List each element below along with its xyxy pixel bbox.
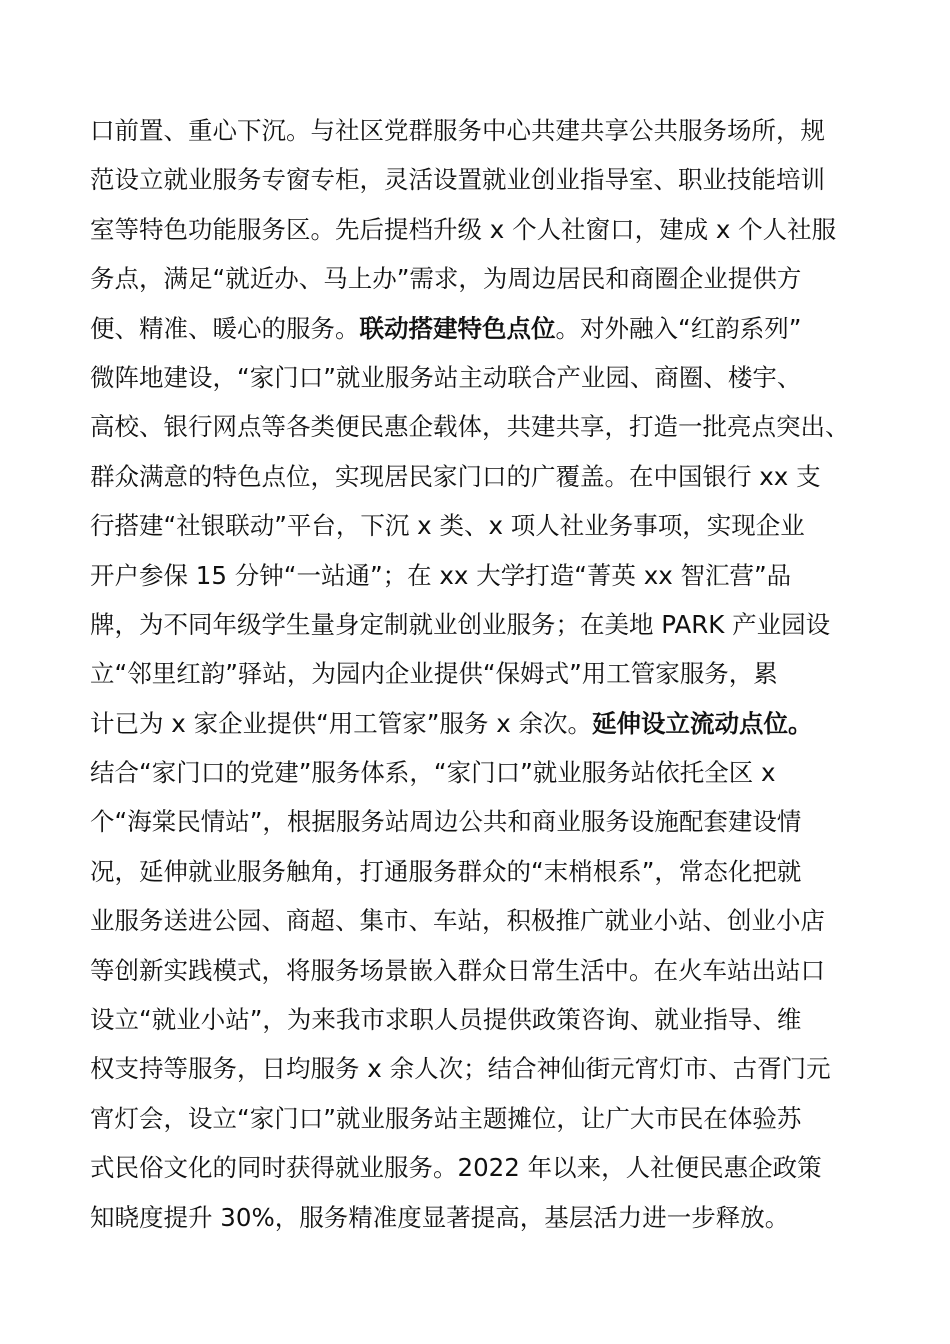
bold-heading-phrase: 延伸设立流动点位。 bbox=[592, 708, 813, 738]
text-line bbox=[90, 1044, 880, 1093]
text-segment: 开户参保 15 分钟“一站通”；在 xx 大学打造“菁英 xx 智汇营”品 bbox=[90, 560, 792, 590]
text-line bbox=[90, 402, 880, 451]
text-line bbox=[90, 551, 880, 600]
text-segment: 行搭建“社银联动”平台，下沉 x 类、x 项人社业务事项，实现企业 bbox=[90, 511, 805, 541]
text-segment: 范设立就业服务专窗专柜，灵活设置就业创业指导室、职业技能培训 bbox=[90, 165, 825, 195]
text-line bbox=[90, 649, 880, 698]
text-segment: 牌，为不同年级学生量身定制就业创业服务；在美地 PARK 产业园设 bbox=[90, 609, 831, 639]
text-segment: 高校、银行网点等各类便民惠企载体，共建共享，打造一批亮点突出、 bbox=[90, 412, 850, 442]
text-segment: 设立“就业小站”，为来我市求职人员提供政策咨询、就业指导、维 bbox=[90, 1005, 802, 1035]
text-segment: 业服务送进公园、商超、集市、车站，积极推广就业小站、创业小店 bbox=[90, 906, 825, 936]
text-line bbox=[90, 748, 880, 797]
text-segment: 宵灯会，设立“家门口”就业服务站主题摊位，让广大市民在体验苏 bbox=[90, 1103, 802, 1133]
text-line bbox=[90, 600, 880, 649]
text-segment: 个“海棠民情站”，根据服务站周边公共和商业服务设施配套建设情 bbox=[90, 807, 802, 837]
bold-heading-phrase: 联动搭建特色点位 bbox=[359, 313, 556, 343]
text-line bbox=[90, 304, 880, 353]
text-line bbox=[90, 501, 880, 550]
text-segment: 立“邻里红韵”驿站，为园内企业提供“保姆式”用工管家服务，累 bbox=[90, 659, 778, 689]
text-line bbox=[90, 896, 880, 945]
text-line bbox=[90, 699, 880, 748]
text-line bbox=[90, 353, 880, 402]
text-segment: 权支持等服务，日均服务 x 余人次；结合神仙街元宵灯市、古胥门元 bbox=[90, 1054, 831, 1084]
text-segment: 便、精准、暖心的服务。 bbox=[90, 313, 360, 343]
text-line bbox=[90, 106, 880, 155]
text-line bbox=[90, 155, 880, 204]
body-paragraph bbox=[90, 106, 880, 1242]
text-line bbox=[90, 995, 880, 1044]
text-segment: 况，延伸就业服务触角，打通服务群众的“末梢根系”，常态化把就 bbox=[90, 856, 802, 886]
text-line bbox=[90, 1143, 880, 1192]
text-line bbox=[90, 254, 880, 303]
text-segment: 式民俗文化的同时获得就业服务。2022 年以来，人社便民惠企政策 bbox=[90, 1153, 822, 1183]
text-segment: 群众满意的特色点位，实现居民家门口的广覆盖。在中国银行 xx 支 bbox=[90, 461, 821, 491]
text-segment: 微阵地建设，“家门口”就业服务站主动联合产业园、商圈、楼宇、 bbox=[90, 362, 802, 392]
text-line bbox=[90, 205, 880, 254]
text-line bbox=[90, 847, 880, 896]
text-segment: 口前置、重心下沉。与社区党群服务中心共建共享公共服务场所，规 bbox=[90, 116, 825, 145]
text-segment: 室等特色功能服务区。先后提档升级 x 个人社窗口，建成 x 个人社服 bbox=[90, 214, 837, 244]
text-line bbox=[90, 946, 880, 995]
text-segment: 务点，满足“就近办、马上办”需求，为周边居民和商圈企业提供方 bbox=[90, 264, 802, 294]
text-line bbox=[90, 1193, 880, 1242]
text-segment: 等创新实践模式，将服务场景嵌入群众日常生活中。在火车站出站口 bbox=[90, 955, 825, 985]
text-segment: 。对外融入“红韵系列” bbox=[555, 313, 802, 343]
text-segment: 结合“家门口的党建”服务体系，“家门口”就业服务站依托全区 x bbox=[90, 758, 776, 788]
text-line bbox=[90, 797, 880, 846]
text-line bbox=[90, 1094, 880, 1143]
text-line bbox=[90, 452, 880, 501]
text-segment: 知晓度提升 30%，服务精准度显著提高，基层活力进一步释放。 bbox=[90, 1202, 790, 1232]
text-segment: 计已为 x 家企业提供“用工管家”服务 x 余次。 bbox=[90, 708, 593, 738]
